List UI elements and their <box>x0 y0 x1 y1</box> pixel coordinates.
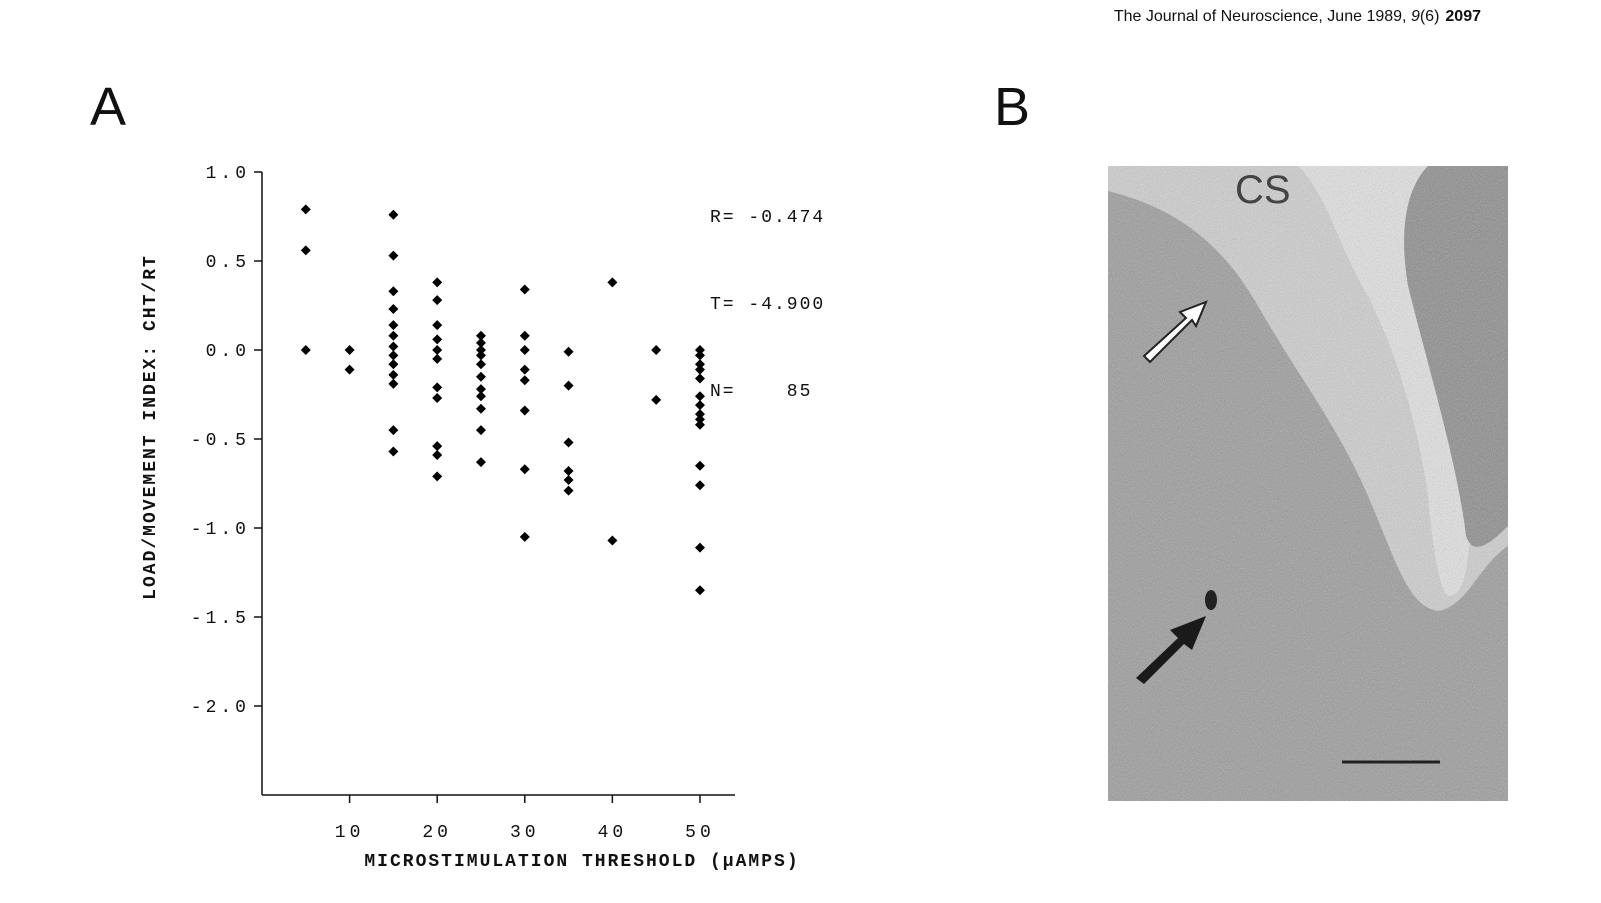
data-point <box>695 373 705 383</box>
data-point <box>520 284 530 294</box>
data-point <box>476 425 486 435</box>
journal-citation: The Journal of Neuroscience, June 1989, <box>1113 8 1411 25</box>
data-point <box>607 277 617 287</box>
data-point <box>695 400 705 410</box>
data-point <box>564 438 574 448</box>
data-point <box>301 345 311 355</box>
cs-label: CS <box>1235 168 1291 212</box>
data-point <box>476 350 486 360</box>
data-point <box>520 365 530 375</box>
data-point <box>520 375 530 385</box>
data-point <box>388 210 398 220</box>
data-point <box>695 391 705 401</box>
y-tick-label: -2.0 <box>190 698 250 718</box>
x-tick-label: 10 <box>334 823 365 843</box>
data-point <box>651 395 661 405</box>
data-point <box>388 341 398 351</box>
journal-volume: 9 <box>1410 8 1420 25</box>
stat-n: N= 85 <box>710 382 813 402</box>
data-point <box>695 461 705 471</box>
data-point <box>388 350 398 360</box>
x-axis-label: MICROSTIMULATION THRESHOLD (μAMPS) <box>364 852 800 872</box>
x-tick-label: 30 <box>509 823 540 843</box>
y-tick-label: -0.5 <box>190 431 250 451</box>
data-point <box>607 535 617 545</box>
data-point <box>388 304 398 314</box>
data-point <box>564 347 574 357</box>
data-point <box>564 475 574 485</box>
data-point <box>695 480 705 490</box>
micrograph-image <box>1108 166 1508 801</box>
journal-header <box>1114 8 1481 26</box>
data-point <box>432 382 442 392</box>
panel-label-b: B <box>994 77 1031 137</box>
data-point <box>564 466 574 476</box>
journal-issue: (6) <box>1419 8 1440 25</box>
data-point <box>432 277 442 287</box>
data-point <box>520 331 530 341</box>
data-point <box>388 286 398 296</box>
y-tick-label: 0.0 <box>205 342 250 362</box>
y-tick-label: -1.5 <box>190 609 250 629</box>
y-tick-label: 0.5 <box>205 253 250 273</box>
data-point <box>476 391 486 401</box>
lesion-mark <box>1205 590 1217 610</box>
data-point <box>432 334 442 344</box>
data-point <box>695 420 705 430</box>
data-point <box>651 345 661 355</box>
y-axis-label: LOAD/MOVEMENT INDEX: CHT/RT <box>141 254 161 600</box>
data-point <box>432 320 442 330</box>
data-point <box>520 406 530 416</box>
data-point <box>388 320 398 330</box>
page-number: 2097 <box>1445 8 1481 25</box>
data-point <box>301 204 311 214</box>
y-tick-label: -1.0 <box>190 520 250 540</box>
data-point <box>432 471 442 481</box>
data-point <box>345 365 355 375</box>
data-point <box>388 379 398 389</box>
x-tick-label: 40 <box>597 823 628 843</box>
data-point <box>520 345 530 355</box>
data-point <box>388 251 398 261</box>
data-point <box>695 350 705 360</box>
data-point <box>695 365 705 375</box>
data-point <box>476 404 486 414</box>
data-point <box>388 446 398 456</box>
data-point <box>520 464 530 474</box>
stat-t: T= -4.900 <box>710 295 826 315</box>
regression-stats <box>710 146 825 436</box>
data-point <box>388 359 398 369</box>
histology-micrograph <box>1108 166 1508 801</box>
data-point <box>432 450 442 460</box>
x-tick-label: 20 <box>422 823 452 843</box>
data-point <box>476 457 486 467</box>
panel-label-a: A <box>90 77 127 137</box>
data-point <box>345 345 355 355</box>
data-point <box>432 441 442 451</box>
data-point <box>695 543 705 553</box>
data-point <box>695 585 705 595</box>
data-point <box>388 331 398 341</box>
data-point <box>301 245 311 255</box>
data-point <box>564 486 574 496</box>
data-point <box>520 532 530 542</box>
data-point <box>388 370 398 380</box>
chart-ticks <box>191 164 715 843</box>
data-point <box>432 295 442 305</box>
data-point <box>388 425 398 435</box>
y-tick-label: 1.0 <box>205 164 250 184</box>
data-point <box>476 359 486 369</box>
data-point <box>432 354 442 364</box>
data-point <box>476 372 486 382</box>
data-point <box>564 381 574 391</box>
chart-points <box>301 204 705 595</box>
stat-r: R= -0.474 <box>710 208 826 228</box>
chart-axes <box>262 172 735 795</box>
data-point <box>432 345 442 355</box>
data-point <box>432 393 442 403</box>
x-tick-label: 50 <box>685 823 715 843</box>
